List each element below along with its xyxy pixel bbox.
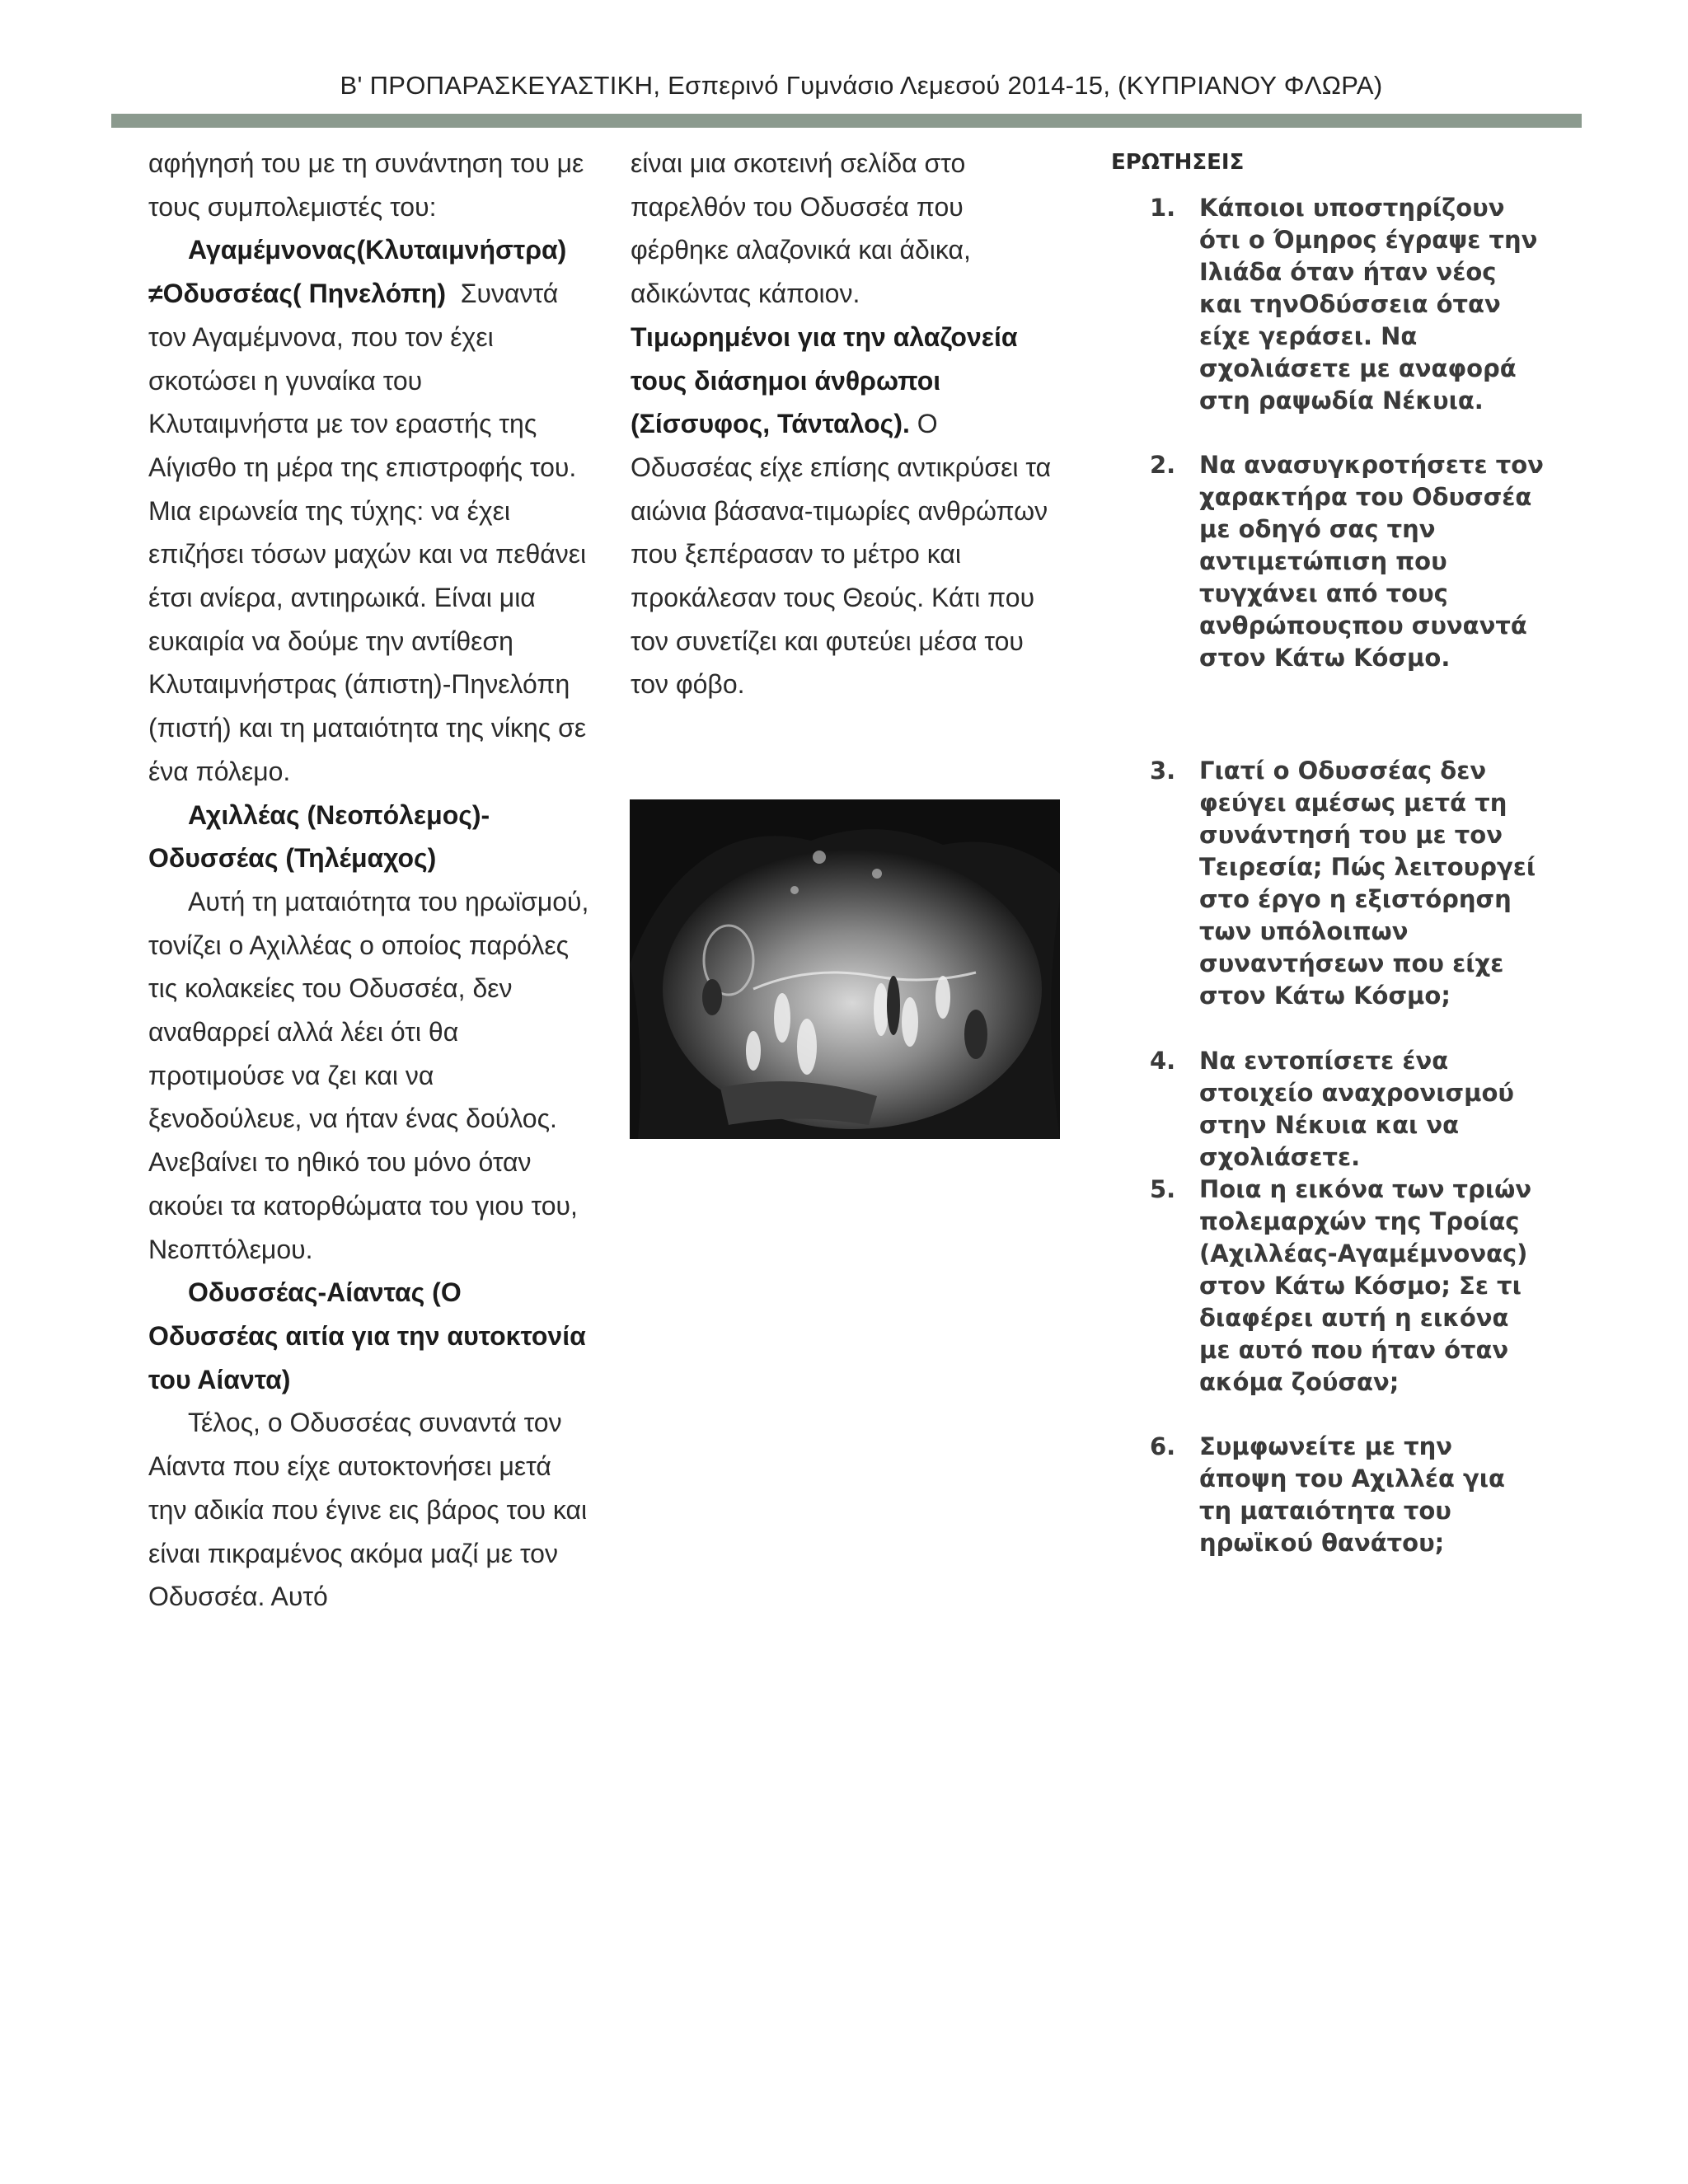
ajax-body: Τέλος, ο Οδυσσέας συναντά τον Αίαντα που είχε αυτοκτονήσει μετά την αδικία που έγινε εις βάρος του και είναι πικραμένος ακόμα μαζί με τον Οδυσσέα. Αυτό [148, 1408, 588, 1612]
question-item [1111, 1045, 1548, 1174]
questions-heading: ΕΡΩΤΗΣΕΙΣ [1111, 150, 1245, 175]
question-text: Ποια η εικόνα των τριών πολεμαρχών της Τροίας (Αχιλλέας-Αγαμέμνονας) στον Κάτω Κόσμο; Σε τι διαφέρει αυτή η εικόνα με αυτό που ήταν όταν ακόμα ζούσαν; [1199, 1175, 1532, 1396]
agamemnon-heading: Αγαμέμνονας(Κλυταιμνήστρα) ≠Οδυσσέας( Πηνελόπη) [148, 235, 567, 309]
underworld-engraving [630, 799, 1060, 1139]
text-column-middle [631, 142, 1059, 706]
question-item [1111, 1174, 1548, 1399]
questions-column [1111, 147, 1548, 1559]
question-text: Να εντοπίσετε ένα στοιχείο αναχρονισμού στην Νέκυια και να σχολιάσετε. [1199, 1047, 1514, 1171]
punished-body: Ο Οδυσσέας είχε επίσης αντικρύσει τα αιώνια βάσανα-τιμωρίες ανθρώπων που ξεπέρασαν το μέτρο και προκάλεσαν τους Θεούς. Κάτι που τον συνετίζει και φυτεύει μέσα του τον φόβο. [631, 409, 1052, 700]
header-rule [111, 114, 1582, 128]
questions-list [1111, 192, 1548, 1559]
question-text: Κάποιοι υποστηρίζουν ότι ο Όμηρος έγραψε την Ιλιάδα όταν ήταν νέος και τηνΟδύσσεια όταν είχε γεράσει. Να σχολιάσετε με αναφορά στη ραψωδία Νέκυια. [1199, 194, 1538, 415]
achilles-body: Αυτή τη ματαιότητα του ηρωϊσμού, τονίζει ο Αχιλλέας ο οποίος παρόλες τις κολακείες του Οδυσσέα, δεν αναθαρρεί αλλά λέει ότι θα προτιμούσε να ζει και να ξενοδούλευε, να ήταν ένας δούλος. Ανεβαίνει το ηθικό του μόνο όταν ακούει τα κατορθώματα του γιου του, Νεοπτόλεμου. [148, 886, 589, 1264]
question-text: Γιατί ο Οδυσσέας δεν φεύγει αμέσως μετά τη συνάντησή του με τον Τειρεσία; Πώς λειτουργεί στο έργο η εξιστόρηση των υπόλοιπων συναντήσεων που είχε στον Κάτω Κόσμο; [1199, 757, 1536, 1010]
question-item [1111, 192, 1548, 417]
punished-section [631, 316, 1059, 706]
question-number: 1. [1150, 194, 1176, 222]
agamemnon-section [148, 228, 589, 793]
agamemnon-body: Συναντά τον Αγαμέμνονα, που τον έχει σκοτώσει η γυναίκα του Κλυταιμνήστα με τον εραστής της Αίγισθο τη μέρα της επιστροφής του. Μια ειρωνεία της τύχης: να έχει επιζήσει τόσων μαχών και να πεθάνει έτσι ανίερα, αντιηρωικά. Είναι μια ευκαιρία να δούμε την αντίθεση Κλυταιμνήστρας (άπιστη)-Πηνελόπη (πιστή) και τη ματαιότητα της νίκης σε ένα πόλεμο. [148, 279, 587, 786]
question-item [1111, 1431, 1548, 1559]
question-number: 2. [1150, 451, 1176, 479]
question-number: 4. [1150, 1047, 1176, 1075]
achilles-heading: Αχιλλέας (Νεοπόλεμος)-Οδυσσέας (Τηλέμαχος) [148, 799, 490, 874]
underworld-engraving-art [630, 799, 1060, 1139]
ajax-continued: είναι μια σκοτεινή σελίδα στο παρελθόν του Οδυσσέα που φέρθηκε αλαζονικά και άδικα, αδικώντας κάποιον. [631, 148, 971, 309]
question-text: Συμφωνείτε με την άποψη του Αχιλλέα για τη ματαιότητα του ηρωϊκού θανάτου; [1199, 1432, 1505, 1557]
punished-heading: Τιμωρημένοι για την αλαζονεία τους διάσημοι άνθρωποι (Σίσσυφος, Τάνταλος). [631, 321, 1018, 439]
question-item [1111, 449, 1548, 674]
question-number: 6. [1150, 1432, 1176, 1460]
text-column-left [148, 142, 589, 1619]
question-text: Να ανασυγκροτήσετε τον χαρακτήρα του Οδυσσέα με οδηγό σας την αντιμετώπιση που τυγχάνει από τους ανθρώπουςπου συναντά στον Κάτω Κόσμο. [1199, 451, 1544, 672]
question-number: 3. [1150, 757, 1176, 785]
intro-paragraph: αφήγησή του με τη συνάντηση του με τους συμπολεμιστές του: [148, 148, 584, 222]
ajax-heading: Οδυσσέας-Αίαντας (Ο Οδυσσέας αιτία για την αυτοκτονία του Αίαντα) [148, 1277, 586, 1394]
question-number: 5. [1150, 1175, 1176, 1203]
question-item [1111, 755, 1548, 1012]
page-header: Β' ΠΡΟΠΑΡΑΣΚΕΥΑΣΤΙΚΗ, Εσπερινό Γυμνάσιο Λεμεσού 2014-15, (ΚΥΠΡΙΑΝΟΥ ΦΛΩΡΑ) [340, 71, 1383, 100]
